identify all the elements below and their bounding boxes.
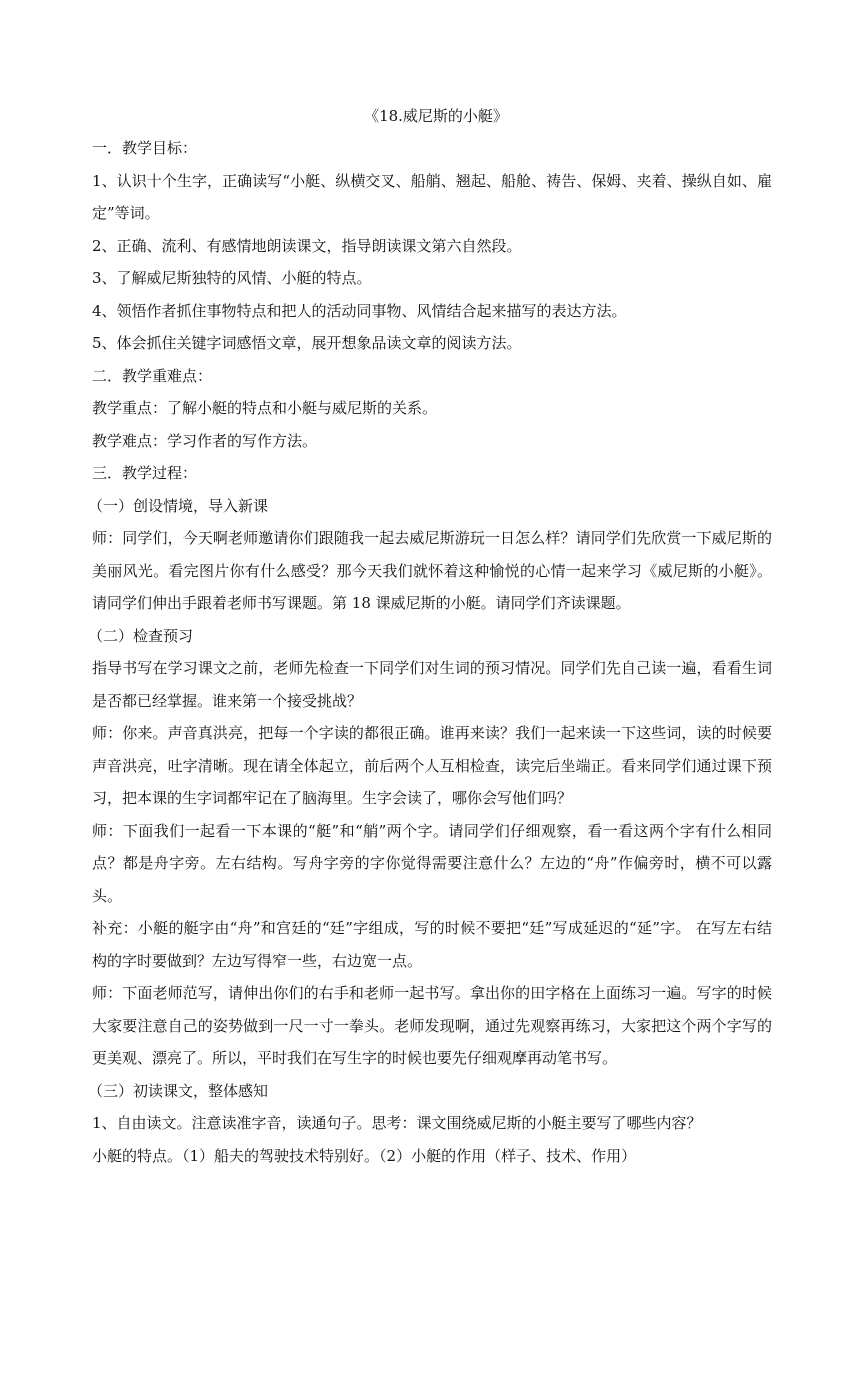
paragraph: 3、了解威尼斯独特的风情、小艇的特点。 (92, 269, 372, 287)
section-heading: 一．教学目标： (92, 139, 198, 157)
paragraph: 教学重点：了解小艇的特点和小艇与威尼斯的关系。 (92, 399, 438, 417)
paragraph: 师：下面我们一起看一下本课的“艇”和“艄”两个字。请同学们仔细观察，看一看这两个字有什么相同点？都是舟字旁。左右结构。写舟字旁的字你觉得需要注意什么？左边的“舟”作偏旁时，横不可以露头。 (92, 821, 772, 905)
document-title: 《18.威尼斯的小艇》 (364, 107, 508, 125)
paragraph: 师：你来。声音真洪亮，把每一个字读的都很正确。谁再来读？我们一起来读一下这些词，读的时候要声音洪亮，吐字清晰。现在请全体起立，前后两个人互相检查，读完后坐端正。看来同学们通过课下预习，把本课的生字词都牢记在了脑海里。生字会读了，哪你会写他们吗？ (92, 724, 772, 807)
paragraph: 教学难点：学习作者的写作方法。 (92, 431, 318, 450)
paragraph: 5、体会抓住关键字词感悟文章，展开想象品读文章的阅读方法。 (92, 334, 522, 352)
paragraph: 小艇的特点。（1）船夫的驾驶技术特别好。（2）小艇的作用（样子、技术、作用） (92, 1146, 637, 1165)
section-heading: 三．教学过程： (92, 464, 198, 482)
section-heading: 二．教学重难点： (92, 366, 213, 385)
paragraph: 1、认识十个生字，正确读写“小艇、纵横交叉、船艄、翘起、船舱、祷告、保姆、夹着、操纵自如、雇定”等词。 (92, 171, 772, 222)
subsection-heading: （三）初读课文，整体感知 (88, 1081, 269, 1100)
paragraph: 指导书写在学习课文之前，老师先检查一下同学们对生词的预习情况。同学们先自己读一遍，看看生词是否都已经掌握。谁来第一个接受挑战？ (92, 659, 772, 710)
paragraph: 2、正确、流利、有感情地朗读课文，指导朗读课文第六自然段。 (92, 236, 522, 255)
subsection-heading: （一）创设情境，导入新课 (88, 496, 269, 515)
document-body (88, 100, 772, 1172)
paragraph: 师：下面老师范写，请伸出你们的右手和老师一起书写。拿出你的田字格在上面练习一遍。写字的时候大家要注意自己的姿势做到一尺一寸一拳头。老师发现啊，通过先观察再练习，大家把这个两个字写的更美观、漂亮了。所以，平时我们在写生字的时候也要先仔细观摩再动笔书写。 (92, 984, 772, 1067)
paragraph: 4、领悟作者抓住事物特点和把人的活动同事物、风情结合起来描写的表达方法。 (92, 301, 627, 320)
subsection-heading: （二）检查预习 (88, 626, 194, 645)
paragraph: 补充：小艇的艇字由“舟”和宫廷的“廷”字组成，写的时候不要把“廷”写成延迟的“延”字。 在写左右结构的字时要做到？左边写得窄一些，右边宽一点。 (92, 919, 772, 970)
paragraph: 1、自由读文。注意读准字音，读通句子。思考：课文围绕威尼斯的小艇主要写了哪些内容？ (92, 1114, 702, 1132)
paragraph: 师：同学们，今天啊老师邀请你们跟随我一起去威尼斯游玩一日怎么样？请同学们先欣赏一下威尼斯的美丽风光。看完图片你有什么感受？那今天我们就怀着这种愉悦的心情一起来学习《威尼斯的小艇》。请同学们伸出手跟着老师书写课题。第 18 课威尼斯的小艇。请同学们齐读课题。 (92, 529, 772, 612)
